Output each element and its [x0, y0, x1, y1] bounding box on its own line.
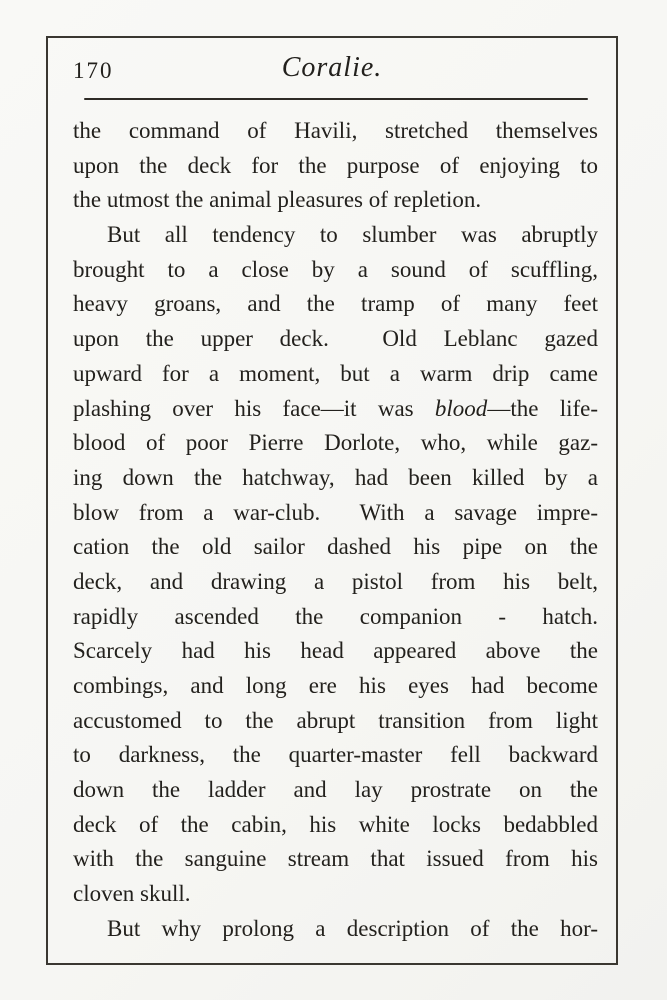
text-line	[73, 530, 598, 565]
text-segment: blow from a war-club. With a savage impre-	[73, 499, 598, 525]
text-line	[73, 634, 598, 669]
text-segment: upon the deck for the purpose of enjoying to	[73, 152, 598, 178]
text-segment: the utmost the animal pleasures of repletion.	[73, 187, 482, 213]
text-line	[73, 149, 598, 184]
text-line	[73, 669, 598, 704]
text-segment: down the ladder and lay prostrate on the	[73, 777, 598, 803]
text-line	[73, 912, 598, 947]
text-line	[73, 183, 598, 218]
text-line	[73, 808, 598, 843]
text-segment: deck of the cabin, his white locks bedabbled	[73, 811, 598, 837]
text-line	[73, 842, 598, 877]
text-segment: with the sanguine stream that issued from his	[73, 846, 598, 872]
text-segment: But all tendency to slumber was abruptly	[107, 222, 598, 248]
text-segment: Scarcely had his head appeared above the	[73, 638, 598, 664]
text-segment: ing down the hatchway, had been killed by a	[73, 464, 598, 490]
page-text	[73, 114, 598, 947]
text-segment: accustomed to the abrupt transition from light	[73, 707, 598, 733]
text-line	[73, 565, 598, 600]
text-line	[73, 114, 598, 149]
page-number: 170	[73, 58, 114, 83]
text-line	[73, 738, 598, 773]
text-segment: the command of Havili, stretched themselves	[73, 118, 598, 143]
italic-text-segment: blood	[434, 395, 488, 421]
page-border-frame	[46, 36, 618, 965]
text-segment: upward for a moment, but a warm drip came	[73, 360, 598, 386]
text-segment: —the life-	[487, 395, 599, 421]
text-line	[73, 426, 598, 461]
text-segment: combings, and long ere his eyes had become	[73, 673, 598, 698]
text-line	[73, 253, 598, 288]
text-line	[73, 218, 598, 253]
text-segment: brought to a close by a sound of scuffling,	[73, 256, 598, 282]
text-line	[73, 392, 598, 427]
text-line	[73, 773, 598, 808]
text-line	[73, 600, 598, 635]
text-segment: cation the old sailor dashed his pipe on the	[73, 534, 598, 560]
running-head-title: Coralie.	[281, 52, 383, 83]
text-line	[73, 877, 598, 912]
text-segment: plashing over his face—it was	[73, 395, 435, 421]
text-segment: upon the upper deck. Old Leblanc gazed	[73, 326, 598, 352]
text-segment: deck, and drawing a pistol from his belt,	[73, 568, 598, 594]
text-segment: rapidly ascended the companion - hatch.	[73, 603, 598, 629]
text-line	[73, 496, 598, 531]
text-segment: But why prolong a description of the hor-	[107, 915, 598, 941]
text-line	[73, 461, 598, 496]
text-segment: blood of poor Pierre Dorlote, who, while gaz-	[73, 430, 598, 456]
text-line	[73, 322, 598, 357]
text-segment: heavy groans, and the tramp of many feet	[73, 291, 598, 317]
header-rule	[84, 98, 588, 100]
text-line	[73, 357, 598, 392]
text-line	[73, 704, 598, 739]
text-segment: to darkness, the quarter-master fell backward	[73, 742, 598, 768]
text-segment: cloven skull.	[73, 881, 191, 907]
text-line	[73, 287, 598, 322]
